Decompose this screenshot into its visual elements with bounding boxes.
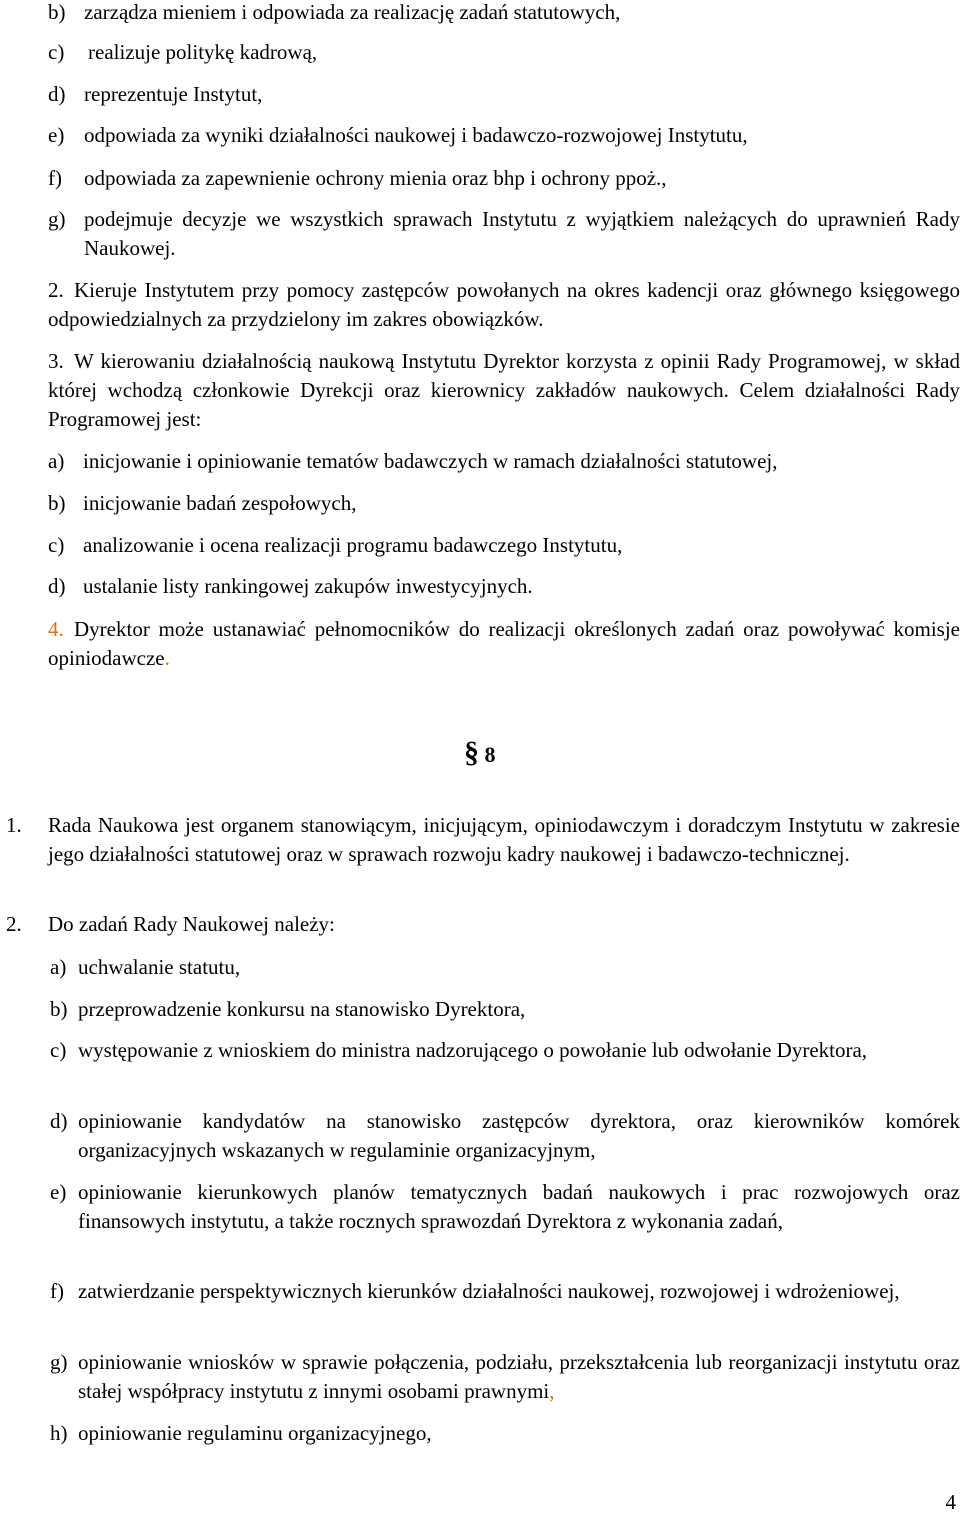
list-text: reprezentuje Instytut, (84, 82, 263, 106)
list-item (48, 121, 960, 150)
list-label: a) (50, 955, 67, 979)
list-item (48, 447, 960, 476)
paragraph-number: 1. (6, 813, 22, 837)
trailing-period: . (164, 646, 170, 670)
list-text: inicjowanie badań zespołowych, (83, 491, 357, 515)
list-item (48, 164, 960, 193)
list-item (48, 205, 960, 263)
numbered-paragraph (48, 276, 960, 334)
list-label: e) (50, 1180, 67, 1204)
list-label: b) (48, 0, 66, 24)
section-number: 8 (484, 742, 496, 767)
list-item (50, 1419, 960, 1448)
list-text: uchwalanie statutu, (78, 955, 241, 979)
list-label: f) (50, 1279, 64, 1303)
numbered-paragraph (48, 615, 960, 673)
paragraph-body: Dyrektor może ustanawiać pełnomocników do realizacji określonych zadań oraz powoływać komisje opiniodawcze (48, 617, 960, 670)
list-label: d) (50, 1109, 68, 1133)
list-text: odpowiada za wyniki działalności naukowej i badawczo-rozwojowej Instytutu, (84, 123, 748, 147)
list-item (50, 1036, 960, 1065)
list-label: a) (48, 449, 65, 473)
list-item (50, 1277, 960, 1306)
list-text (50, 1348, 960, 1406)
list-item (48, 38, 960, 67)
list-text: zatwierdzanie perspektywicznych kierunków działalności naukowej, rozwojowej i wdrożeniowej, (78, 1279, 900, 1303)
paragraph-text: Kieruje Instytutem przy pomocy zastępców powołanych na okres kadencji oraz głównego księgowego odpowiedzialnych za przydzielony im zakres obowiązków. (48, 278, 960, 331)
list-text: opiniowanie kierunkowych planów tematycznych badań naukowych i prac rozwojowych oraz finansowych instytutu, a także rocznych sprawozdań Dyrektora z wykonania zadań, (78, 1180, 960, 1233)
list-text-body: opiniowanie wniosków w sprawie połączenia, podziału, przekształcenia lub reorganizacji instytutu oraz stałej współpracy instytutu z innymi osobami prawnymi (78, 1350, 960, 1403)
list-label: d) (48, 82, 66, 106)
paragraph-text: Do zadań Rady Naukowej należy: (48, 912, 335, 936)
list-item (50, 1107, 960, 1165)
list-label: c) (48, 533, 65, 557)
list-text: zarządza mieniem i odpowiada za realizację zadań statutowych, (84, 0, 621, 24)
list-label: g) (50, 1350, 68, 1374)
list-text: występowanie z wnioskiem do ministra nadzorującego o powołanie lub odwołanie Dyrektora, (78, 1038, 868, 1062)
list-label: b) (48, 491, 66, 515)
list-text: opiniowanie kandydatów na stanowisko zastępców dyrektora, oraz kierowników komórek organizacyjnych wskazanych w regulaminie organizacyjnym, (78, 1109, 960, 1162)
list-label: h) (50, 1421, 68, 1445)
paragraph-number: 2. (6, 912, 22, 936)
paragraph-number: 3. (48, 349, 64, 373)
list-label: d) (48, 574, 66, 598)
numbered-paragraph (6, 910, 960, 939)
list-item (50, 1348, 960, 1406)
list-item (48, 489, 960, 518)
list-item (48, 531, 960, 560)
list-item (48, 80, 960, 109)
list-text: odpowiada za zapewnienie ochrony mienia oraz bhp i ochrony ppoż., (84, 166, 667, 190)
section-symbol: § (464, 736, 479, 769)
list-text: podejmuje decyzje we wszystkich sprawach Instytutu z wyjątkiem należących do uprawnień Rady Naukowej. (84, 207, 960, 260)
list-text: realizuje politykę kadrową, (88, 40, 318, 64)
paragraph-text (48, 615, 960, 673)
list-text: ustalanie listy rankingowej zakupów inwestycyjnych. (83, 574, 533, 598)
list-item (50, 995, 960, 1024)
numbered-paragraph (6, 811, 960, 869)
list-label: g) (48, 207, 66, 231)
page-number: 4 (945, 1490, 956, 1514)
paragraph-text: W kierowaniu działalnością naukową Instytutu Dyrektor korzysta z opinii Rady Programowej, w skład której wchodzą członkowie Dyrekcji oraz kierownicy zakładów naukowych. Celem działalności Rady Programowej jest: (48, 349, 960, 431)
paragraph-number: 4. (48, 617, 64, 641)
list-label: c) (50, 1038, 67, 1062)
list-item (48, 572, 960, 601)
list-label: b) (50, 997, 68, 1021)
list-text: inicjowanie i opiniowanie tematów badawczych w ramach działalności statutowej, (83, 449, 778, 473)
trailing-comma: , (549, 1379, 555, 1403)
list-item (50, 953, 960, 982)
paragraph-text: Rada Naukowa jest organem stanowiącym, inicjującym, opiniodawczym i doradczym Instytutu w zakresie jego działalności statutowej oraz w sprawach rozwoju kadry naukowej i badawczo-technicznej. (48, 813, 960, 866)
list-text: opiniowanie regulaminu organizacyjnego, (78, 1421, 432, 1445)
list-label: f) (48, 166, 62, 190)
list-item (50, 1178, 960, 1236)
list-text: analizowanie i ocena realizacji programu badawczego Instytutu, (83, 533, 623, 557)
numbered-paragraph (48, 347, 960, 434)
list-text: przeprowadzenie konkursu na stanowisko Dyrektora, (78, 997, 526, 1021)
paragraph-number: 2. (48, 278, 64, 302)
list-label: c) (48, 40, 65, 64)
list-label: e) (48, 123, 65, 147)
list-item (48, 0, 960, 27)
section-heading (464, 738, 496, 769)
